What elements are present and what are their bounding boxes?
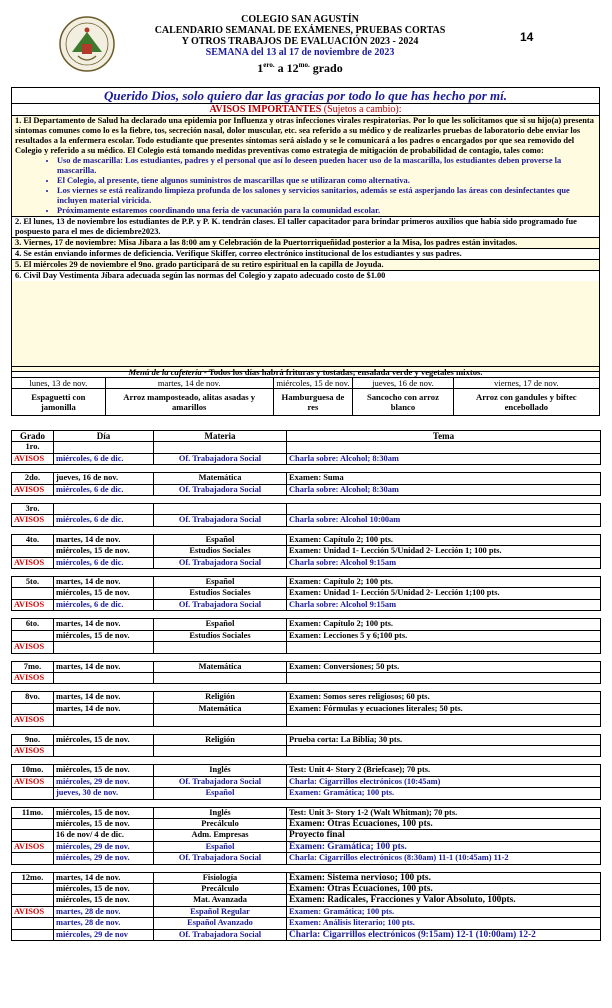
subject-cell: Religión — [154, 734, 287, 745]
day-cell — [54, 504, 154, 515]
menu-day: miércoles, 15 de nov. — [273, 378, 353, 389]
avisos-label: AVISOS — [12, 557, 54, 568]
subject-cell: Matemática — [154, 473, 287, 484]
table-row — [12, 884, 601, 895]
grade-cell — [12, 588, 54, 599]
table-row — [12, 692, 601, 703]
subject-cell: Español — [154, 841, 287, 852]
avisos-label: AVISOS — [12, 453, 54, 464]
day-cell: miércoles, 6 de dic. — [54, 484, 154, 495]
grade-cell — [12, 630, 54, 641]
topic-cell: Examen: Capítulo 2; 100 pts. — [287, 619, 601, 630]
grade-cell: 9no. — [12, 734, 54, 745]
avisos-label: AVISOS — [12, 672, 54, 683]
day-cell — [54, 442, 154, 453]
aviso-6: 6. Civil Day Vestimenta Jíbara adecuada según las normas del Colegio y zapato adecuado costo de $1.00 — [12, 271, 599, 281]
topic-cell: Charla sobre: Alcohol 9:15am — [287, 599, 601, 610]
day-cell: miércoles, 15 de nov. — [54, 807, 154, 818]
spacer-row — [12, 526, 601, 534]
menu-item: Hamburguesa de res — [273, 389, 353, 416]
day-cell: miércoles, 6 de dic. — [54, 557, 154, 568]
topic-cell: Examen: Unidad 1- Lección 5/Unidad 2- Lección 1;100 pts. — [287, 588, 601, 599]
subject-cell: Matemática — [154, 661, 287, 672]
table-row — [12, 929, 601, 940]
grade-cell: 12mo. — [12, 872, 54, 883]
table-row — [12, 734, 601, 745]
spacer-row — [12, 726, 601, 734]
avisos-label: AVISOS — [12, 906, 54, 917]
spacer-row — [12, 611, 601, 619]
day-cell: miércoles, 15 de nov. — [54, 546, 154, 557]
spacer-row — [12, 684, 601, 692]
day-cell: martes, 14 de nov. — [54, 692, 154, 703]
topic-cell: Examen: Otras Ecuaciones, 100 pts. — [287, 818, 601, 829]
col-header-dia: Día — [54, 431, 154, 442]
bullet-item: • Los viernes se está realizando limpieza profunda de los salones y servicios sanitarios, además se está asperjando las áreas con desinfectantes que incluyen material viricida. — [57, 186, 596, 206]
col-header-materia: Materia — [154, 431, 287, 442]
table-row — [12, 853, 601, 864]
day-cell: miércoles, 29 de nov. — [54, 841, 154, 852]
day-cell: martes, 14 de nov. — [54, 534, 154, 545]
subject-cell: Inglés — [154, 807, 287, 818]
topic-cell: Charla: Cigarrillos electrónicos (8:30am) 11-1 (10:45am) 11-2 — [287, 853, 601, 864]
subject-cell — [154, 745, 287, 756]
subject-cell — [154, 672, 287, 683]
topic-cell: Examen: Conversiones; 50 pts. — [287, 661, 601, 672]
table-row — [12, 442, 601, 453]
spacer-row — [12, 864, 601, 872]
day-cell: miércoles, 15 de nov. — [54, 818, 154, 829]
menu-day: viernes, 17 de nov. — [453, 378, 599, 389]
table-row — [12, 830, 601, 841]
day-cell — [54, 715, 154, 726]
table-row — [12, 872, 601, 883]
grade-cell — [12, 788, 54, 799]
spacer-row — [12, 653, 601, 661]
topic-cell — [287, 504, 601, 515]
subject-cell: Estudios Sociales — [154, 630, 287, 641]
topic-cell: Examen: Sistema nervioso; 100 pts. — [287, 872, 601, 883]
menu-item: Arroz con gandules y biftec encebollado — [453, 389, 599, 416]
bullet-item: • El Colegio, al presente, tiene algunos suministros de mascarillas que se utilizaran como alternativa. — [57, 176, 596, 186]
topic-cell: Examen: Gramática; 100 pts. — [287, 788, 601, 799]
grade-cell: 6to. — [12, 619, 54, 630]
week-range: SEMANA del 13 al 17 de noviembre de 2023 — [205, 47, 395, 58]
topic-cell: Charla sobre: Alcohol; 8:30am — [287, 453, 601, 464]
topic-cell: Examen: Unidad 1- Lección 5/Unidad 2- Lección 1; 100 pts. — [287, 546, 601, 557]
col-header-tema: Tema — [287, 431, 601, 442]
day-cell: martes, 14 de nov. — [54, 577, 154, 588]
table-row — [12, 703, 601, 714]
table-row — [12, 473, 601, 484]
table-row — [12, 818, 601, 829]
day-cell: miércoles, 15 de nov. — [54, 630, 154, 641]
spacer-row — [12, 757, 601, 765]
topic-cell — [287, 442, 601, 453]
subject-cell: Of. Trabajadora Social — [154, 484, 287, 495]
spacer-row — [12, 496, 601, 504]
prayer-banner: Querido Dios, solo quiero dar las gracias por todo lo que has hecho por mí. — [11, 87, 600, 103]
day-cell: martes, 14 de nov. — [54, 661, 154, 672]
day-cell: martes, 28 de nov. — [54, 906, 154, 917]
topic-cell: Examen: Otras Ecuaciones, 100 pts. — [287, 884, 601, 895]
table-row — [12, 672, 601, 683]
grade-cell — [12, 918, 54, 929]
table-row — [12, 841, 601, 852]
page-number: 14 — [520, 30, 534, 44]
topic-cell — [287, 642, 601, 653]
table-row — [12, 715, 601, 726]
aviso-1-bullets — [15, 156, 596, 216]
subject-cell — [154, 504, 287, 515]
grade-cell — [12, 830, 54, 841]
subject-cell: Religión — [154, 692, 287, 703]
calendar-title-1: CALENDARIO SEMANAL DE EXÁMENES, PRUEBAS CORTAS — [154, 25, 446, 36]
calendar-title-2: Y OTROS TRABAJOS DE EVALUACIÓN 2023 - 2024 — [181, 36, 419, 47]
subject-cell: Inglés — [154, 765, 287, 776]
avisos-label: AVISOS — [12, 599, 54, 610]
cafeteria-menu — [11, 366, 600, 416]
day-cell: miércoles, 29 de nov. — [54, 776, 154, 787]
day-cell — [54, 672, 154, 683]
bullet-item: • Próximamente estaremos coordinando una feria de vacunación para la comunidad escolar. — [57, 206, 596, 216]
topic-cell: Examen: Radicales, Fracciones y Valor Absoluto, 100pts. — [287, 895, 601, 906]
subject-cell: Of. Trabajadora Social — [154, 929, 287, 940]
table-row — [12, 599, 601, 610]
subject-cell: Estudios Sociales — [154, 588, 287, 599]
day-cell: miércoles, 29 de nov. — [54, 853, 154, 864]
table-row — [12, 776, 601, 787]
header-text — [120, 14, 480, 74]
table-row — [12, 588, 601, 599]
topic-cell — [287, 672, 601, 683]
schedule-body — [12, 442, 601, 941]
aviso-3: 3. Viernes, 17 de noviembre: Misa Jíbara a las 8:00 am y Celebración de la Puertorriqueñidad posterior a la Misa, los padres están invitados. — [12, 238, 599, 249]
table-row — [12, 504, 601, 515]
topic-cell: Charla sobre: Alcohol; 8:30am — [287, 484, 601, 495]
topic-cell: Charla: Cigarrillos electrónicos (9:15am) 12-1 (10:00am) 12-2 — [287, 929, 601, 940]
day-cell: martes, 14 de nov. — [54, 703, 154, 714]
day-cell: miércoles, 15 de nov. — [54, 588, 154, 599]
avisos-label: AVISOS — [12, 776, 54, 787]
subject-cell: Precálculo — [154, 818, 287, 829]
subject-cell: Of. Trabajadora Social — [154, 557, 287, 568]
topic-cell: Examen: Somos seres religiosos; 60 pts. — [287, 692, 601, 703]
table-row — [12, 895, 601, 906]
topic-cell: Examen: Capítulo 2; 100 pts. — [287, 534, 601, 545]
subject-cell: Of. Trabajadora Social — [154, 515, 287, 526]
subject-cell: Estudios Sociales — [154, 546, 287, 557]
subject-cell — [154, 715, 287, 726]
topic-cell: Examen: Lecciones 5 y 6;100 pts. — [287, 630, 601, 641]
topic-cell — [287, 745, 601, 756]
subject-cell: Mat. Avanzada — [154, 895, 287, 906]
table-row — [12, 906, 601, 917]
avisos-label: AVISOS — [12, 841, 54, 852]
grade-cell — [12, 895, 54, 906]
table-row — [12, 745, 601, 756]
table-row — [12, 557, 601, 568]
avisos-label: AVISOS — [12, 515, 54, 526]
day-cell: miércoles, 15 de nov. — [54, 895, 154, 906]
subject-cell: Of. Trabajadora Social — [154, 599, 287, 610]
grade-cell: 10mo. — [12, 765, 54, 776]
school-name: COLEGIO SAN AGUSTÍN — [241, 14, 359, 25]
day-cell: jueves, 16 de nov. — [54, 473, 154, 484]
menu-day: lunes, 13 de nov. — [12, 378, 106, 389]
day-cell: martes, 28 de nov. — [54, 918, 154, 929]
grade-cell: 11mo. — [12, 807, 54, 818]
subject-cell: Of. Trabajadora Social — [154, 453, 287, 464]
subject-cell — [154, 442, 287, 453]
grade-cell — [12, 884, 54, 895]
topic-cell: Test: Unit 4- Story 2 (Briefcase); 70 pts. — [287, 765, 601, 776]
table-row — [12, 765, 601, 776]
grade-cell — [12, 818, 54, 829]
grade-cell — [12, 853, 54, 864]
table-row — [12, 807, 601, 818]
grade-range: $1^{ero.}$ a $12^{mo.}$ grado — [257, 61, 343, 75]
day-cell — [54, 745, 154, 756]
grade-cell: 1ro. — [12, 442, 54, 453]
day-cell: martes, 14 de nov. — [54, 619, 154, 630]
subject-cell: Español — [154, 534, 287, 545]
topic-cell: Prueba corta: La Biblia; 30 pts. — [287, 734, 601, 745]
subject-cell: Español — [154, 577, 287, 588]
day-cell: martes, 14 de nov. — [54, 872, 154, 883]
table-row — [12, 661, 601, 672]
table-row — [12, 534, 601, 545]
grade-cell: 5to. — [12, 577, 54, 588]
bullet-item: • Uso de mascarilla: Los estudiantes, padres y el personal que así lo deseen pueden hacer uso de la mascarilla, los estudiantes deben proverse la mascarilla. — [57, 156, 596, 176]
table-row — [12, 642, 601, 653]
table-row — [12, 918, 601, 929]
grade-cell: 7mo. — [12, 661, 54, 672]
subject-cell: Matemática — [154, 703, 287, 714]
table-row — [12, 577, 601, 588]
aviso-1: 1. El Departamento de Salud ha declarado una epidemia por Influenza y otras infecciones virales respiratorias. Por lo que les solicitamos que si su hijo(a) presenta síntomas comunes como lo es la fiebre, tos, secreción nasal, dolor muscular, etc. sea referido a su médico y de realizarles pruebas de laboratorio debe enviar los resultados a la enfermera escolar. Todo estudiante que presentes síntomas será aislado y se le comunicará a los padres o encargados por que sea removido del Colegio y referido a su médico. El Colegio está tomando medidas preventivas como estrategia de mitigación de probabilidad de contagio, tales como: • Uso de mascarilla: Los estudiantes, padres y el personal que así lo deseen pueden hacer uso de la mascarilla, los estudiantes deben proverse la mascarilla. • El Colegio, al presente, tiene algunos suministros de mascarillas que se utilizaran como alternativa. • Los viernes se está realizando limpieza profunda de los salones y servicios sanitarios, además se está asperjando las áreas con desinfectantes que incluyen material viricida. • Próximamente estaremos coordinando una feria de vacunación para la comunidad escolar. — [12, 116, 599, 217]
subject-cell: Of. Trabajadora Social — [154, 853, 287, 864]
subject-cell: Precálculo — [154, 884, 287, 895]
day-cell: miércoles, 15 de nov. — [54, 884, 154, 895]
avisos-label: AVISOS — [12, 642, 54, 653]
avisos-label: AVISOS — [12, 484, 54, 495]
avisos-label: AVISOS — [12, 715, 54, 726]
spacer-row — [12, 465, 601, 473]
aviso-4: 4. Se están enviando informes de deficiencia. Verifique Skiffer, correo electrónico institucional de los estudiantes y sus padres. — [12, 249, 599, 260]
day-cell: miércoles, 29 de nov — [54, 929, 154, 940]
topic-cell: Test: Unit 3- Story 1-2 (Walt Whitman); 70 pts. — [287, 807, 601, 818]
topic-cell: Charla sobre: Alcohol 10:00am — [287, 515, 601, 526]
avisos-box — [11, 103, 600, 372]
grade-cell — [12, 546, 54, 557]
day-cell: miércoles, 15 de nov. — [54, 734, 154, 745]
grade-cell: 4to. — [12, 534, 54, 545]
subject-cell: Español — [154, 788, 287, 799]
topic-cell: Examen: Análisis literario; 100 pts. — [287, 918, 601, 929]
day-cell: miércoles, 6 de dic. — [54, 599, 154, 610]
day-cell: miércoles, 6 de dic. — [54, 453, 154, 464]
topic-cell — [287, 715, 601, 726]
col-header-grado: Grado — [12, 431, 54, 442]
topic-cell: Proyecto final — [287, 830, 601, 841]
school-seal-icon — [58, 14, 116, 76]
day-cell: miércoles, 15 de nov. — [54, 765, 154, 776]
spacer-row — [12, 799, 601, 807]
avisos-title: AVISOS IMPORTANTES (Sujetos a cambio): — [12, 104, 599, 116]
subject-cell: Fisiología — [154, 872, 287, 883]
spacer-row — [12, 569, 601, 577]
subject-cell: Español Avanzado — [154, 918, 287, 929]
menu-item: Sancocho con arroz blanco — [353, 389, 453, 416]
grade-cell — [12, 703, 54, 714]
table-row — [12, 619, 601, 630]
topic-cell: Examen: Gramática; 100 pts. — [287, 841, 601, 852]
table-row — [12, 484, 601, 495]
evaluation-schedule — [11, 430, 601, 941]
table-row — [12, 453, 601, 464]
page-header — [0, 0, 612, 82]
table-row — [12, 546, 601, 557]
topic-cell: Examen: Gramática; 100 pts. — [287, 906, 601, 917]
menu-day: martes, 14 de nov. — [105, 378, 273, 389]
grade-cell: 2do. — [12, 473, 54, 484]
menu-item: Espaguetti con jamonilla — [12, 389, 106, 416]
subject-cell: Of. Trabajadora Social — [154, 776, 287, 787]
menu-day: jueves, 16 de nov. — [353, 378, 453, 389]
subject-cell — [154, 642, 287, 653]
aviso-5: 5. El miércoles 29 de noviembre el 9no. grado participará de su retiro espiritual en la capilla de Joyuda. — [12, 260, 599, 271]
day-cell: jueves, 30 de nov. — [54, 788, 154, 799]
table-row — [12, 788, 601, 799]
day-cell: 16 de nov/ 4 de dic. — [54, 830, 154, 841]
aviso-2: 2. El lunes, 13 de noviembre los estudiantes de P.P. y P. K. tendrán clases. El taller capacitador para brindar primeros auxilios que había sido programado fue pospuesto para el mes de diciembre2023. — [12, 217, 599, 238]
topic-cell: Charla sobre: Alcohol 9:15am — [287, 557, 601, 568]
table-row — [12, 630, 601, 641]
subject-cell: Adm. Empresas — [154, 830, 287, 841]
day-cell: miércoles, 6 de dic. — [54, 515, 154, 526]
menu-item: Arroz mamposteado, alitas asadas y amarillos — [105, 389, 273, 416]
menu-title: Menú de la cafetería - Todos los días habrá frituras y tostadas; ensalada verde y vegetales mixtos. — [12, 367, 600, 378]
grade-cell — [12, 929, 54, 940]
topic-cell: Examen: Suma — [287, 473, 601, 484]
topic-cell: Examen: Fórmulas y ecuaciones literales; 50 pts. — [287, 703, 601, 714]
subject-cell: Español Regular — [154, 906, 287, 917]
topic-cell: Examen: Capítulo 2; 100 pts. — [287, 577, 601, 588]
avisos-label: AVISOS — [12, 745, 54, 756]
grade-cell: 8vo. — [12, 692, 54, 703]
grade-cell: 3ro. — [12, 504, 54, 515]
subject-cell: Español — [154, 619, 287, 630]
day-cell — [54, 642, 154, 653]
topic-cell: Charla: Cigarrillos electrónicos (10:45am) — [287, 776, 601, 787]
table-row — [12, 515, 601, 526]
